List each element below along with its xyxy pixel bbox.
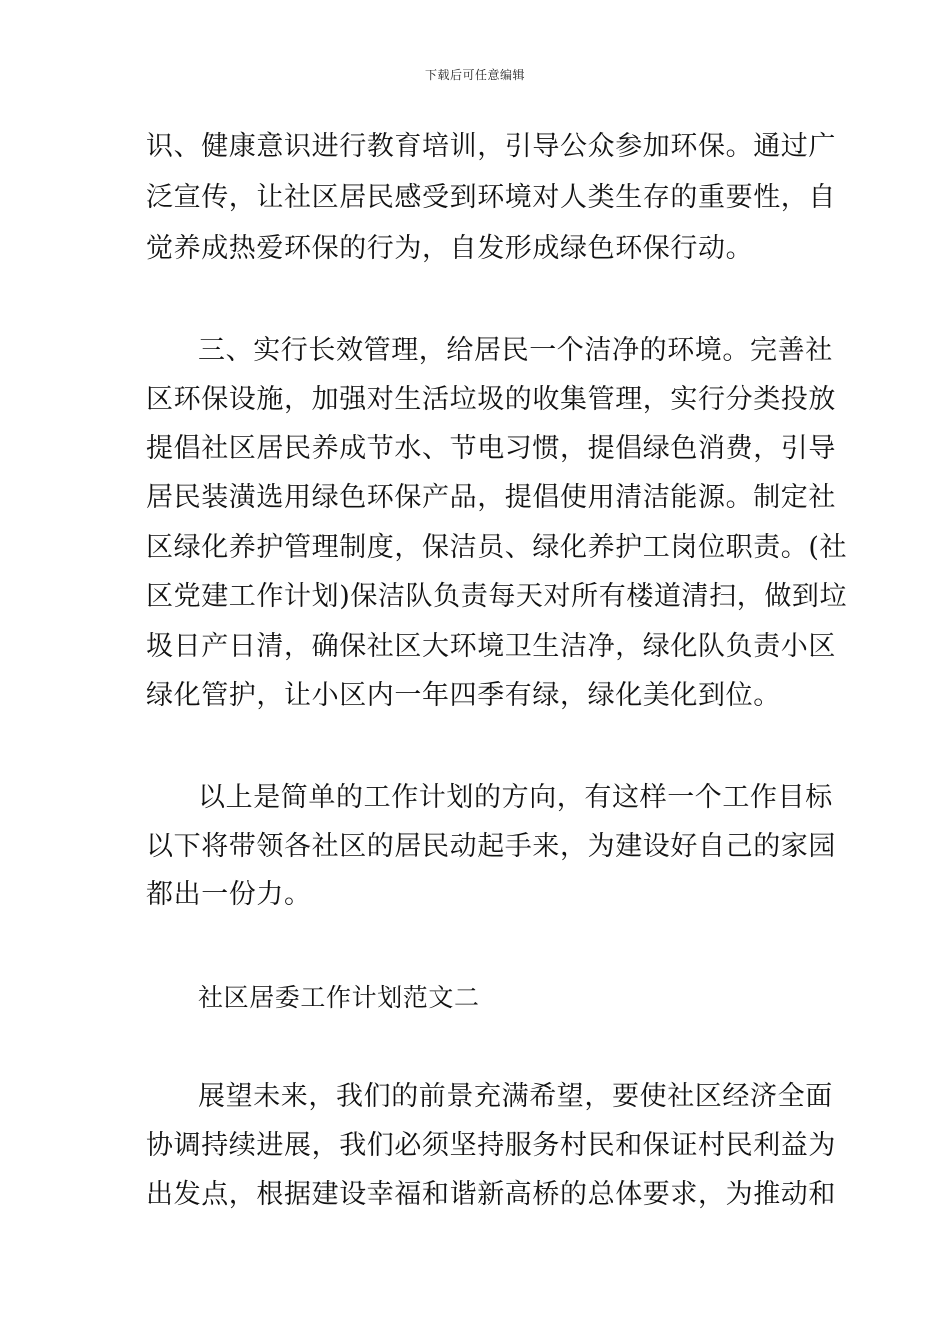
page-header: 下载后可任意编辑 xyxy=(424,68,525,82)
text-line: 区绿化养护管理制度，保洁员、绿化养护工岗位职责。(社 xyxy=(146,532,848,563)
text-line: 以下将带领各社区的居民动起手来，为建设好自己的家园 xyxy=(146,831,836,862)
text-line: 展望未来，我们的前景充满希望，要使社区经济全面 xyxy=(198,1081,833,1112)
text-line: 三、实行长效管理，给居民一个洁净的环境。完善社 xyxy=(198,335,833,366)
text-line: 都出一份力。 xyxy=(146,879,312,910)
text-line: 提倡社区居民养成节水、节电习惯，提倡绿色消费，引导 xyxy=(146,433,836,464)
text-line: 协调持续进展，我们必须坚持服务村民和保证村民利益为 xyxy=(146,1130,836,1161)
text-line: 觉养成热爱环保的行为，自发形成绿色环保行动。 xyxy=(146,233,754,264)
text-line: 泛宣传，让社区居民感受到环境对人类生存的重要性，自 xyxy=(146,182,836,213)
text-line: 居民装潢选用绿色环保产品，提倡使用清洁能源。制定社 xyxy=(146,482,836,513)
text-line: 出发点，根据建设幸福和谐新高桥的总体要求，为推动和 xyxy=(146,1179,836,1210)
text-line: 绿化管护，让小区内一年四季有绿，绿化美化到位。 xyxy=(146,680,781,711)
text-line: 以上是简单的工作计划的方向，有这样一个工作目标 xyxy=(198,782,833,813)
text-line: 区环保设施，加强对生活垃圾的收集管理，实行分类投放 xyxy=(146,384,836,415)
text-line: 识、健康意识进行教育培训，引导公众参加环保。通过广 xyxy=(146,131,836,162)
heading-text: 社区居委工作计划范文二 xyxy=(198,983,480,1012)
text-line: 圾日产日清，确保社区大环境卫生洁净，绿化队负责小区 xyxy=(146,631,836,662)
text-line: 区党建工作计划)保洁队负责每天对所有楼道清扫，做到垃 xyxy=(146,581,848,612)
